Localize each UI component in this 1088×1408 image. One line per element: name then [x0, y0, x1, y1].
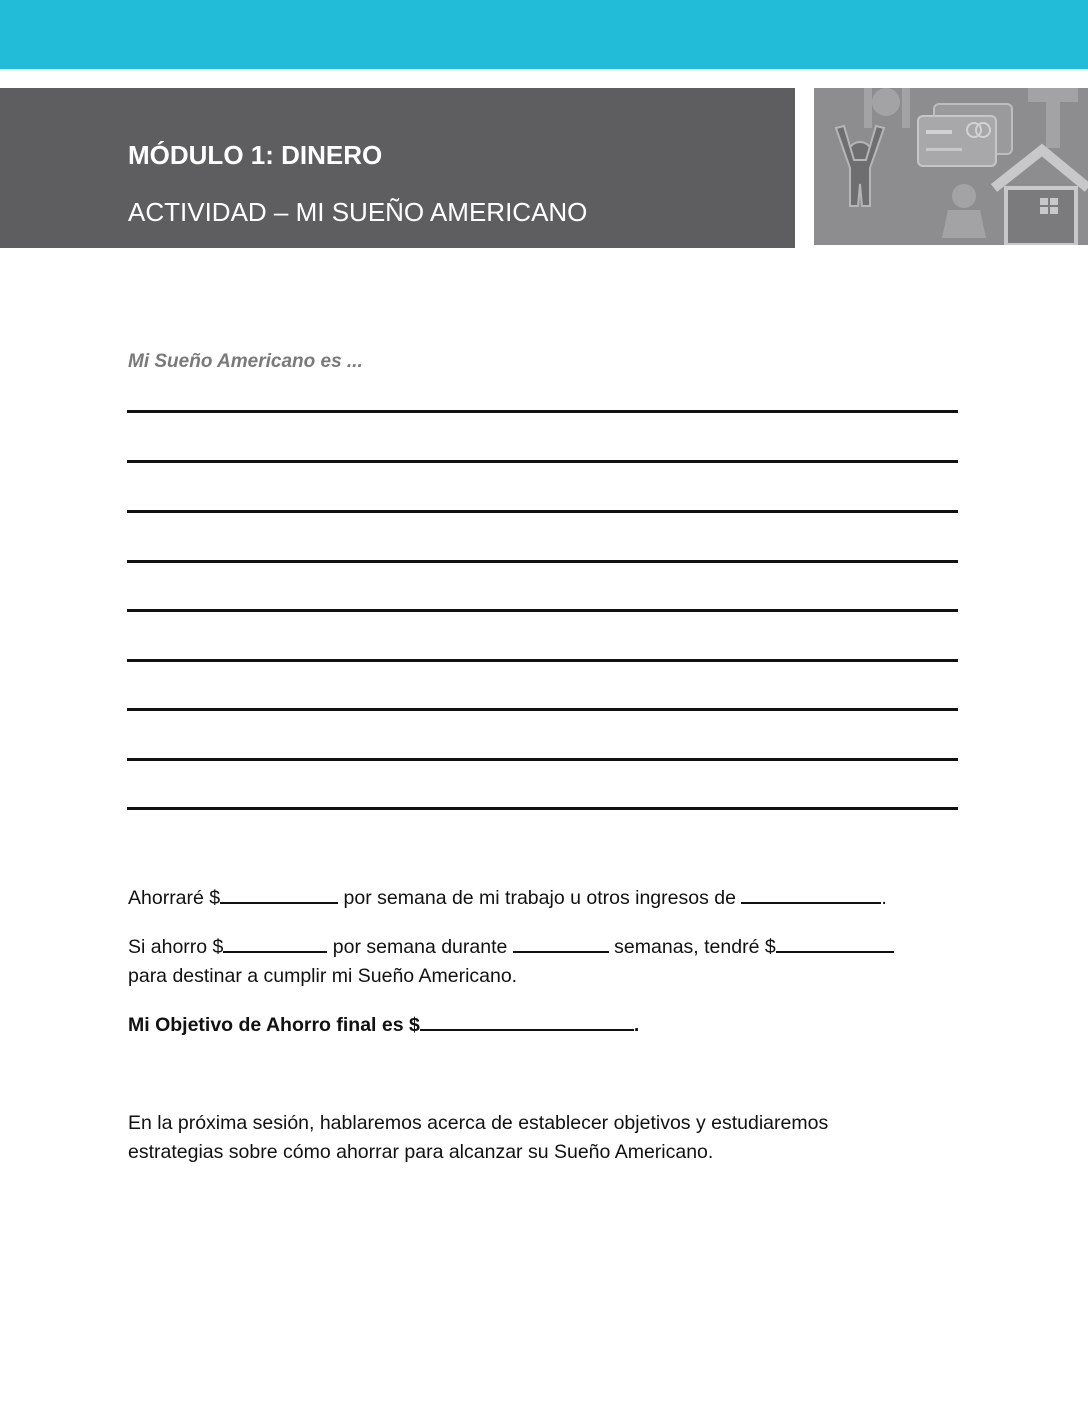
activity-title: ACTIVIDAD – MI SUEÑO AMERICANO — [128, 197, 588, 227]
person-icon — [872, 88, 900, 116]
weekly-savings-sentence: Ahorraré $ por semana de mi trabajo u otros ingresos de . — [128, 884, 887, 913]
savings-projection-sentence: Si ahorro $ por semana durante semanas, tendré $ — [128, 933, 894, 962]
total-amount-blank[interactable] — [776, 933, 894, 953]
final-goal-blank[interactable] — [420, 1011, 634, 1031]
writing-line[interactable] — [127, 609, 958, 612]
next-session-text-line1: En la próxima sesión, hablaremos acerca de establecer objetivos y estudiaremos — [128, 1112, 829, 1134]
savings-amount-blank[interactable] — [223, 933, 327, 953]
person-raised-arms-icon — [836, 126, 884, 206]
dream-prompt: Mi Sueño Americano es ... — [128, 351, 363, 372]
writing-line[interactable] — [127, 460, 958, 463]
house-icon — [994, 150, 1088, 245]
weeks-blank[interactable] — [513, 933, 609, 953]
writing-line[interactable] — [127, 807, 958, 810]
credit-card-icon — [918, 104, 1012, 166]
top-accent-bar — [0, 0, 1088, 69]
writing-line[interactable] — [127, 708, 958, 711]
savings-goal-sentence: Mi Objetivo de Ahorro final es $ . — [128, 1011, 639, 1040]
writing-line[interactable] — [127, 410, 958, 413]
writing-line[interactable] — [127, 510, 958, 513]
writing-line[interactable] — [127, 758, 958, 761]
savings-purpose-text: para destinar a cumplir mi Sueño Americano. — [128, 965, 518, 987]
module-title: MÓDULO 1: DINERO — [128, 140, 383, 170]
income-source-blank[interactable] — [741, 884, 881, 904]
header-illustration — [814, 88, 1088, 245]
weekly-amount-blank[interactable] — [220, 884, 338, 904]
writing-line[interactable] — [127, 659, 958, 662]
writing-line[interactable] — [127, 560, 958, 563]
next-session-text-line2: estrategias sobre cómo ahorrar para alcanzar su Sueño Americano. — [128, 1141, 714, 1163]
